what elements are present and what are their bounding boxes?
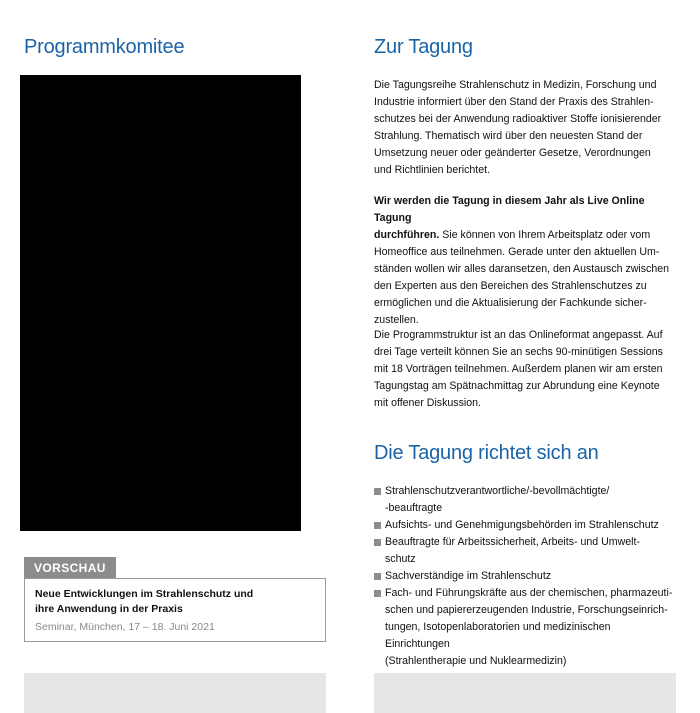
redacted-image [20,75,301,531]
list-item [374,483,677,517]
heading-zielgruppe: Die Tagung richtet sich an [374,442,599,464]
footer-bar-right [374,673,676,713]
text-line: Beauftragte für Arbeitssicherheit, Arbeits- und Umwelt- [385,536,640,548]
bold-text: durchführen. [374,229,440,241]
preview-box [24,578,326,642]
text-line: Tagungstag am Spätnachmittag zur Abrundung eine Keynote [374,380,660,392]
preview-subtitle: Seminar, München, 17 – 18. Juni 2021 [35,621,215,633]
bullet-square-icon [374,522,381,529]
preview-title [35,587,315,617]
text-line: drei Tage verteilt können Sie an sechs 90-minütigen Sessions [374,346,663,358]
bullet-square-icon [374,488,381,495]
paragraph-structure [374,327,674,412]
bold-text: Wir werden die Tagung in diesem Jahr als Live Online Tagung [374,195,645,224]
text-line: den Experten aus den Bereichen des Strahlenschutzes zu [374,280,647,292]
text-line: schen und papiererzeugenden Industrie, Forschungseinrich- [385,604,668,616]
text-line: ermöglichen und die Aktualisierung der Fachkunde sicher- [374,297,647,309]
target-list [374,483,677,670]
bullet-square-icon [374,590,381,597]
paragraph-online [374,193,674,329]
text-line: Industrie informiert über den Stand der Praxis des Strahlen- [374,96,654,108]
text-line: Umsetzung neuer oder geänderter Gesetze, Verordnungen [374,147,651,159]
heading-programmkomitee: Programmkomitee [24,36,185,58]
bullet-square-icon [374,573,381,580]
text-line: Fach- und Führungskräfte aus der chemischen, pharmazeuti- [385,587,673,599]
list-item [374,585,677,670]
text-line: Die Programmstruktur ist an das Onlineformat angepasst. Auf [374,329,663,341]
footer-bar-left [24,673,326,713]
text-line: Strahlung. Thematisch wird über den neuesten Stand der [374,130,643,142]
text-line: Homeoffice aus teilnehmen. Gerade unter den aktuellen Um- [374,246,660,258]
text-line: mit offener Diskussion. [374,397,481,409]
bullet-square-icon [374,539,381,546]
text-line: Strahlenschutzverantwortliche/-bevollmächtigte/ [385,485,610,497]
left-column [24,0,327,713]
text-line: ständen wollen wir alles daransetzen, den Austausch zwischen [374,263,670,275]
preview-title-line1: Neue Entwicklungen im Strahlenschutz und [35,588,254,600]
text-line: schutz [385,553,416,565]
text-line: (Strahlentherapie und Nuklearmedizin) [385,655,567,667]
text-line: zustellen. [374,314,419,326]
text-line: tungen, Isotopenlaboratorien und medizinischen Einrichtungen [385,621,611,650]
text-line: Aufsichts- und Genehmigungsbehörden im Strahlenschutz [385,519,659,531]
text-run: Sie können von Ihrem Arbeitsplatz oder vom [439,229,651,241]
list-item [374,517,677,534]
text-line: und Richtlinien berichtet. [374,164,491,176]
heading-zur-tagung: Zur Tagung [374,36,473,58]
text-line: mit 18 Vorträgen teilnehmen. Außerdem planen wir am ersten [374,363,663,375]
right-column [374,0,677,713]
text-line: Die Tagungsreihe Strahlenschutz in Medizin, Forschung und [374,79,657,91]
text-line: schutzes bei der Anwendung radioaktiver Stoffe ionisierender [374,113,662,125]
list-item [374,534,677,568]
preview-title-line2: ihre Anwendung in der Praxis [35,603,183,615]
list-item [374,568,677,585]
text-line [374,227,674,244]
text-line: -beauftragte [385,502,443,514]
preview-tag: VORSCHAU [24,557,116,578]
text-line: Sachverständige im Strahlenschutz [385,570,552,582]
preview-card [24,557,326,642]
paragraph-intro [374,77,674,179]
text-line [374,193,674,227]
